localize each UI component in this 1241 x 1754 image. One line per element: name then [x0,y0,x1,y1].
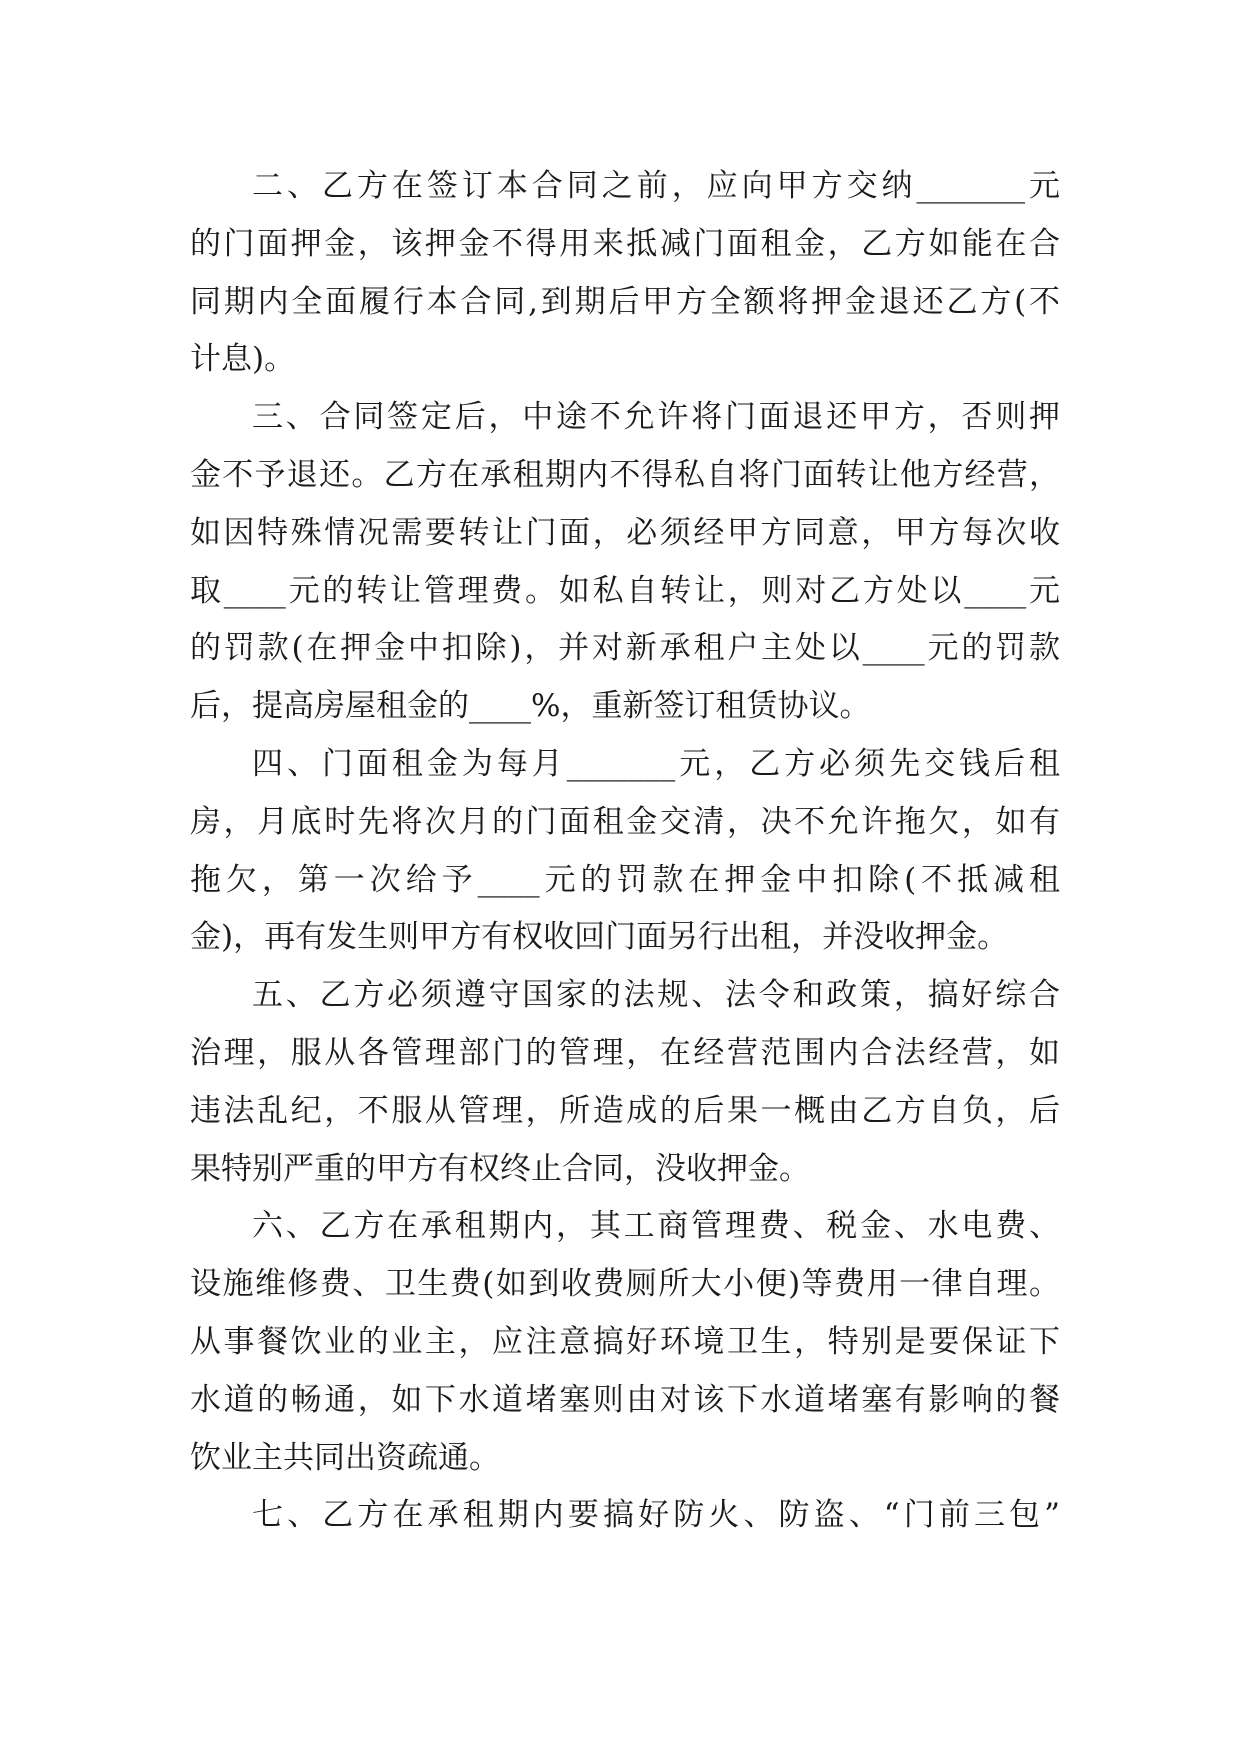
text-line: 水道的畅通，如下水道堵塞则由对该下水道堵塞有影响的餐 [190,1381,1060,1418]
text-line: 取____元的转让管理费。如私自转让，则对乙方处以____元 [190,572,1060,609]
text-line: 二、乙方在签订本合同之前，应向甲方交纳_______元 [252,168,1060,204]
text-line: 从事餐饮业的业主，应注意搞好环境卫生，特别是要保证下 [190,1323,1060,1360]
text-line: 四、门面租金为每月_______元，乙方必须先交钱后租 [252,745,1060,782]
text-line: 如因特殊情况需要转让门面，必须经甲方同意，甲方每次收 [190,514,1060,551]
text-line: 六、乙方在承租期内，其工商管理费、税金、水电费、 [252,1208,1060,1245]
text-line: 违法乱纪，不服从管理，所造成的后果一概由乙方自负，后 [190,1092,1060,1129]
text-line: 金不予退还。乙方在承租期内不得私自将门面转让他方经营， [190,456,1060,493]
text-line: 后，提高房屋租金的____%，重新签订租赁协议。 [190,688,871,725]
text-line: 饮业主共同出资疏通。 [190,1439,500,1476]
text-line: 三、合同签定后，中途不允许将门面退还甲方，否则押 [252,399,1060,436]
contract-text [190,158,1060,1545]
text-line: 七、乙方在承租期内要搞好防火、防盗、“门前三包” [252,1497,1060,1534]
text-line: 五、乙方必须遵守国家的法规、法令和政策，搞好综合 [252,977,1060,1014]
text-line: 金)，再有发生则甲方有权收回门面另行出租，并没收押金。 [190,919,1009,956]
text-line: 治理，服从各管理部门的管理，在经营范围内合法经营，如 [190,1034,1060,1071]
text-line: 的门面押金，该押金不得用来抵减门面租金，乙方如能在合 [190,225,1060,262]
text-line: 果特别严重的甲方有权终止合同，没收押金。 [190,1150,810,1187]
text-line: 设施维修费、卫生费(如到收费厕所大小便)等费用一律自理。 [190,1266,1060,1303]
text-line: 同期内全面履行本合同,到期后甲方全额将押金退还乙方(不 [190,283,1060,320]
text-line: 计息)。 [190,341,296,378]
text-line: 房，月底时先将次月的门面租金交清，决不允许拖欠，如有 [190,803,1060,840]
text-line: 的罚款(在押金中扣除)，并对新承租户主处以____元的罚款 [190,630,1060,667]
text-line: 拖欠，第一次给予____元的罚款在押金中扣除(不抵减租 [190,861,1060,898]
